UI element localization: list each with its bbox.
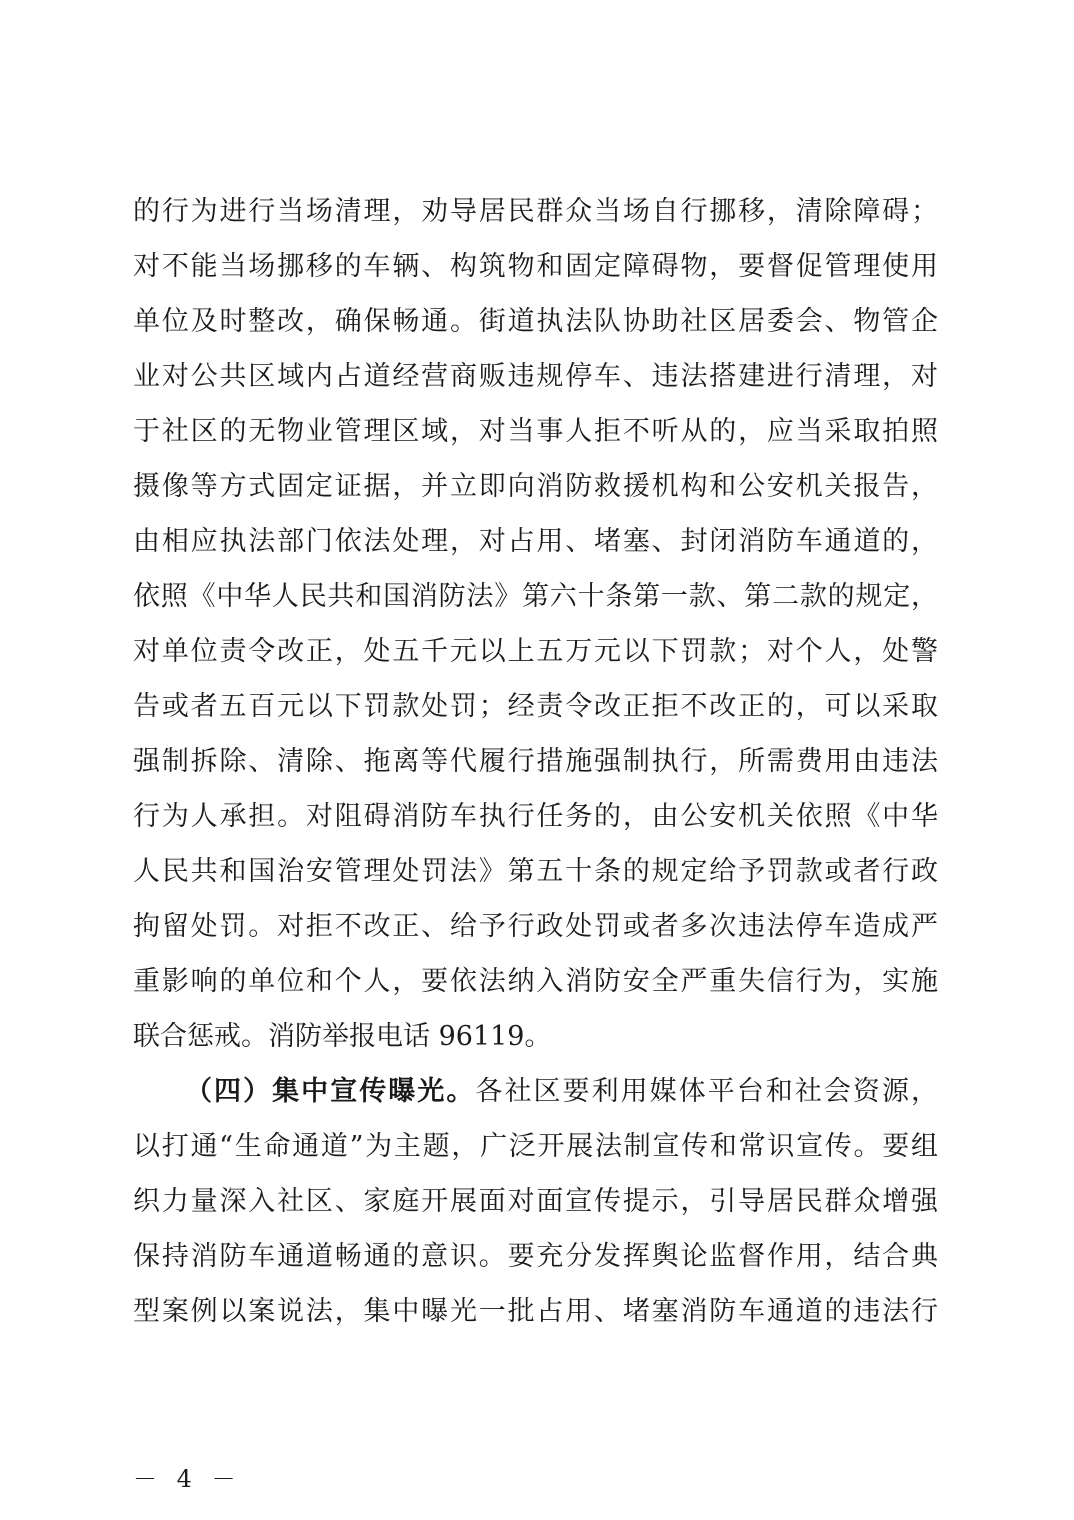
body-text-line: 由相应执法部门依法处理，对占用、堵塞、封闭消防车通道的， <box>133 526 938 557</box>
body-text-line: 的行为进行当场清理，劝导居民群众当场自行挪移，清除障碍； <box>133 196 938 227</box>
page-number: － 4 － <box>133 1465 242 1493</box>
section-four-text-line: 织力量深入社区、家庭开展面对面宣传提示，引导居民群众增强 <box>133 1186 938 1217</box>
body-text-line: 业对公共区域内占道经营商贩违规停车、违法搭建进行清理，对 <box>133 361 938 392</box>
body-text-line: 对单位责令改正，处五千元以上五万元以下罚款；对个人，处警 <box>133 636 938 667</box>
section-four-first-line-text: 各社区要利用媒体平台和社会资源， <box>475 1076 938 1107</box>
section-four-text-line: 保持消防车通道畅通的意识。要充分发挥舆论监督作用，结合典 <box>133 1241 938 1272</box>
body-text-line: 摄像等方式固定证据，并立即向消防救援机构和公安机关报告， <box>133 471 938 502</box>
body-text-line: 拘留处罚。对拒不改正、给予行政处罚或者多次违法停车造成严 <box>133 911 938 942</box>
body-text-line: 行为人承担。对阻碍消防车执行任务的，由公安机关依照《中华 <box>133 801 938 832</box>
body-text-line: 强制拆除、清除、拖离等代履行措施强制执行，所需费用由违法 <box>133 746 938 777</box>
body-text-line: 依照《中华人民共和国消防法》第六十条第一款、第二款的规定， <box>133 581 938 612</box>
body-text-line: 告或者五百元以下罚款处罚；经责令改正拒不改正的，可以采取 <box>133 691 938 722</box>
section-four-text-line: 型案例以案说法，集中曝光一批占用、堵塞消防车通道的违法行 <box>133 1296 938 1327</box>
body-text-line: 单位及时整改，确保畅通。街道执法队协助社区居委会、物管企 <box>133 306 938 337</box>
section-four-first-line <box>185 1072 938 1112</box>
body-text-line: 于社区的无物业管理区域，对当事人拒不听从的，应当采取拍照 <box>133 416 938 447</box>
body-text-line: 人民共和国治安管理处罚法》第五十条的规定给予罚款或者行政 <box>133 856 938 887</box>
section-four-heading: （四）集中宣传曝光。 <box>185 1076 476 1107</box>
section-four-text-line: 以打通“生命通道”为主题，广泛开展法制宣传和常识宣传。要组 <box>133 1131 938 1162</box>
body-text-line: 对不能当场挪移的车辆、构筑物和固定障碍物，要督促管理使用 <box>133 251 938 282</box>
body-text-line: 联合惩戒。消防举报电话 96119。 <box>133 1021 552 1052</box>
body-text-line: 重影响的单位和个人，要依法纳入消防安全严重失信行为，实施 <box>133 966 938 997</box>
